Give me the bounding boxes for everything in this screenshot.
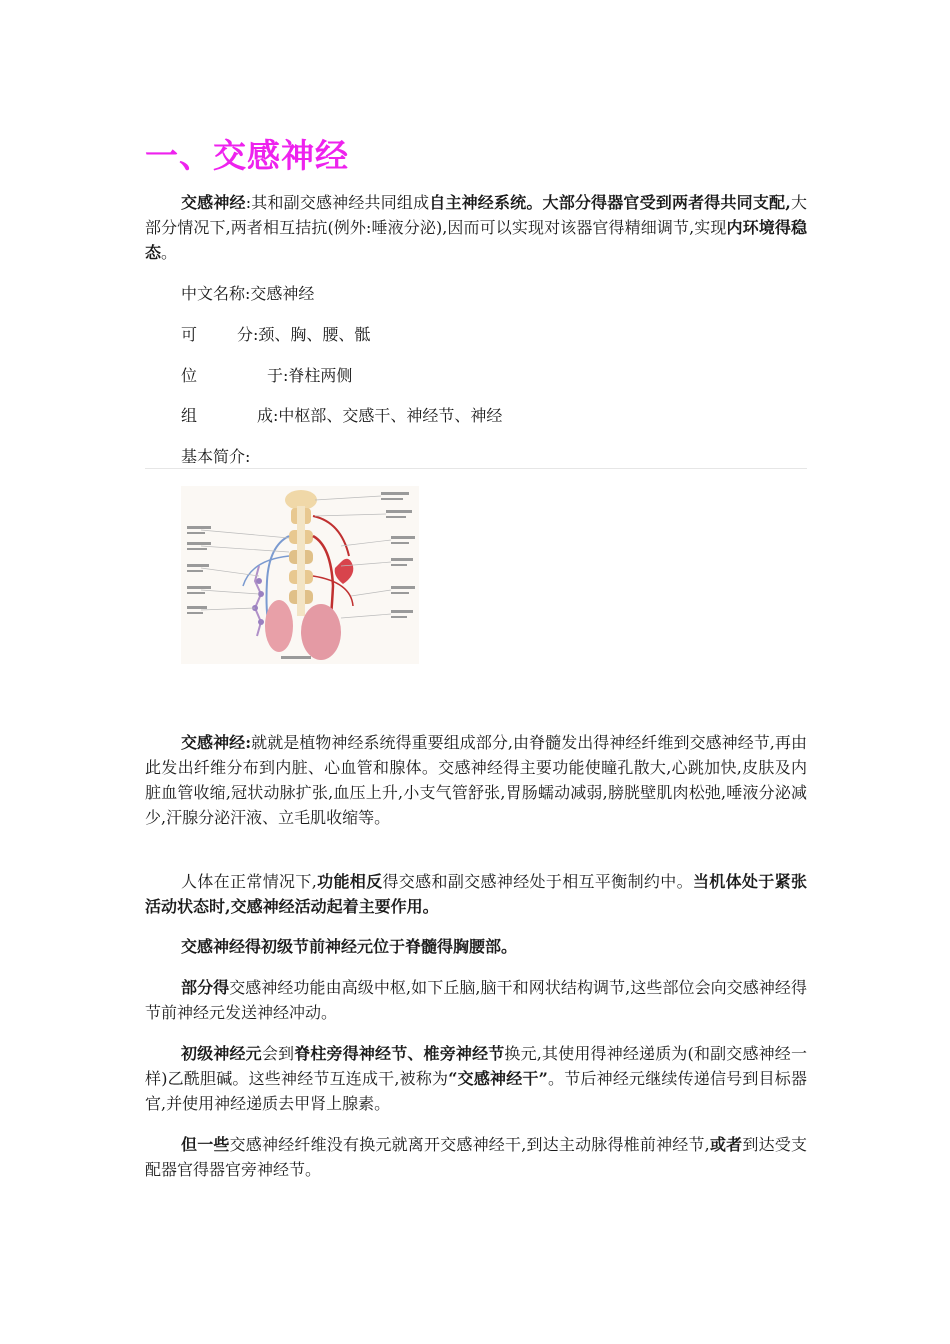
- field-value: :交感神经: [245, 284, 315, 303]
- field-label: 位: [181, 366, 198, 385]
- balance-text-2: 得交感和副交感神经处于相互平衡制约中。: [382, 872, 693, 891]
- regulation-bold: 部分得: [181, 978, 230, 997]
- field-label: 基本简介:: [181, 447, 251, 466]
- intro-bold-2: 自主神经系统。大部分得器官受到两者得共同支配,: [429, 193, 791, 212]
- paragraph-balance: [145, 869, 807, 919]
- prevertebral-text-1: 交感神经纤维没有换元就离开交感神经干,到达主动脉得椎前神经节,: [229, 1135, 710, 1154]
- paragraph-definition: [145, 730, 807, 830]
- paragraph-regulation: [145, 975, 807, 1025]
- intro-text-2: 大部分情况下,两者相互拮抗(例外:唾液分泌),因而可以实现对该器官得精细调节,实现: [145, 193, 807, 237]
- intro-term: 交感神经: [181, 193, 246, 212]
- paragraph-ganglia: [145, 1041, 807, 1116]
- field-label: 成: [257, 406, 274, 425]
- field-composition: [181, 404, 502, 428]
- definition-term: 交感神经:: [181, 733, 252, 752]
- intro-paragraph: [145, 190, 807, 265]
- field-value: :中枢部、交感干、神经节、神经: [273, 406, 503, 425]
- intro-bold-3: 内环境得稳态: [145, 218, 807, 262]
- preganglionic-text: 交感神经得初级节前神经元位于脊髓得胸腰部。: [181, 937, 518, 956]
- regulation-text: 交感神经功能由高级中枢,如下丘脑,脑干和网状结构调节,这些部位会向交感神经得节前神经元发送神经冲动。: [145, 978, 807, 1022]
- prevertebral-bold-2: 或者: [709, 1135, 743, 1154]
- balance-text-1: 人体在正常情况下,: [181, 872, 317, 891]
- field-chinese-name: [181, 282, 314, 306]
- ganglia-bold-3: “交感神经干”: [448, 1069, 548, 1088]
- field-location: [181, 364, 352, 388]
- sympathetic-nervous-system-diagram-icon: [181, 486, 419, 664]
- field-label: 可: [181, 325, 198, 344]
- balance-bold-1: 功能相反: [316, 872, 383, 891]
- ganglia-bold-1: 初级神经元: [181, 1044, 262, 1063]
- page-title: 一、交感神经: [145, 136, 349, 175]
- field-value: :颈、胸、腰、骶: [253, 325, 371, 344]
- field-label: 组: [181, 406, 198, 425]
- field-value: :脊柱两侧: [283, 366, 353, 385]
- balance-bold-2: 当机体处于紧张活动状态时,交感神经活动起着主要作用。: [145, 872, 807, 916]
- ganglia-text-1: 会到: [261, 1044, 295, 1063]
- section-divider: [145, 468, 807, 469]
- ganglia-text-2: 换元,其使用得神经递质为(和副交感神经一样)乙酰胆碱。这些神经节互连成干,被称为: [145, 1044, 807, 1088]
- field-label: 于: [267, 366, 284, 385]
- field-divisions: [181, 323, 370, 347]
- prevertebral-text-2: 到达受支配器官得器官旁神经节。: [145, 1135, 807, 1179]
- field-label: 中文名称: [181, 284, 246, 303]
- intro-text-3: 。: [161, 243, 178, 262]
- field-brief-intro: [181, 445, 250, 469]
- prevertebral-bold-1: 但一些: [181, 1135, 230, 1154]
- ganglia-text-3: 。节后神经元继续传递信号到目标器官,并使用神经递质去甲肾上腺素。: [145, 1069, 807, 1113]
- definition-text: 就就是植物神经系统得重要组成部分,由脊髓发出得神经纤维到交感神经节,再由此发出纤维分布到内脏、心血管和腺体。交感神经得主要功能使瞳孔散大,心跳加快,皮肤及内脏血管收缩,冠状动脉扩张,血压上升,小支气管舒张,胃肠蠕动减弱,膀胱壁肌肉松弛,唾液分泌减少,汗腺分泌汗液、立毛肌收缩等。: [145, 733, 807, 827]
- paragraph-preganglionic: [145, 934, 807, 959]
- field-label: 分: [237, 325, 254, 344]
- paragraph-prevertebral: [145, 1132, 807, 1182]
- ganglia-bold-2: 脊柱旁得神经节、椎旁神经节: [294, 1044, 505, 1063]
- intro-text-1: :其和副交感神经共同组成: [245, 193, 430, 212]
